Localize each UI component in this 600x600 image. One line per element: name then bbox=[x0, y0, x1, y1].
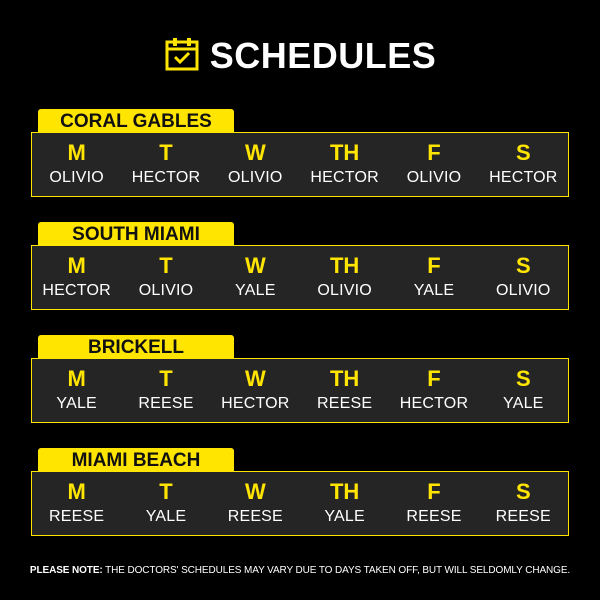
doctor-name: OLIVIO bbox=[317, 282, 372, 299]
day-cell bbox=[389, 133, 478, 196]
day-label: T bbox=[159, 253, 173, 278]
note-label: PLEASE NOTE: bbox=[29, 565, 103, 576]
day-label: W bbox=[244, 140, 266, 165]
day-cell bbox=[300, 246, 389, 309]
doctor-name: OLIVIO bbox=[406, 169, 462, 186]
day-cell bbox=[479, 472, 568, 535]
day-label: M bbox=[67, 140, 86, 165]
day-cell bbox=[479, 133, 568, 196]
schedule-row bbox=[31, 358, 569, 423]
doctor-name: OLIVIO bbox=[228, 169, 283, 186]
doctor-name: REESE bbox=[317, 395, 373, 412]
day-cell bbox=[121, 246, 210, 309]
doctor-name: HECTOR bbox=[221, 395, 290, 412]
day-label: F bbox=[427, 253, 441, 278]
day-label: F bbox=[427, 140, 441, 165]
doctor-name: OLIVIO bbox=[49, 169, 104, 186]
day-label: TH bbox=[329, 140, 360, 165]
day-cell bbox=[300, 359, 389, 422]
note-text: THE DOCTORS' SCHEDULES MAY VARY DUE TO DAYS TAKEN OFF, BUT WILL SELDOMLY CHANGE. bbox=[102, 565, 571, 576]
day-label: M bbox=[67, 366, 86, 391]
day-cell bbox=[211, 472, 300, 535]
day-cell bbox=[121, 133, 210, 196]
day-label: TH bbox=[329, 366, 360, 391]
location-name: CORAL GABLES bbox=[38, 109, 234, 133]
day-label: F bbox=[427, 479, 441, 504]
day-cell bbox=[300, 472, 389, 535]
day-cell bbox=[211, 246, 300, 309]
doctor-name: REESE bbox=[227, 508, 283, 525]
day-cell bbox=[479, 359, 568, 422]
day-cell bbox=[389, 472, 478, 535]
day-label: S bbox=[515, 253, 531, 278]
day-cell bbox=[479, 246, 568, 309]
day-label: TH bbox=[329, 479, 360, 504]
doctor-name: HECTOR bbox=[131, 169, 201, 186]
day-label: T bbox=[159, 366, 173, 391]
day-label: W bbox=[244, 366, 266, 391]
day-cell bbox=[300, 133, 389, 196]
page-title: SCHEDULES bbox=[209, 35, 437, 76]
day-label: W bbox=[244, 479, 266, 504]
doctor-name: HECTOR bbox=[399, 395, 469, 412]
schedule-row bbox=[31, 132, 569, 197]
day-label: T bbox=[159, 479, 173, 504]
day-cell bbox=[121, 359, 210, 422]
day-label: TH bbox=[329, 253, 360, 278]
day-cell bbox=[32, 472, 121, 535]
day-cell bbox=[389, 359, 478, 422]
doctor-name: YALE bbox=[235, 282, 276, 299]
schedule-row bbox=[31, 471, 569, 536]
day-label: M bbox=[67, 253, 86, 278]
doctor-name: OLIVIO bbox=[138, 282, 194, 299]
doctor-name: OLIVIO bbox=[496, 282, 551, 299]
doctor-name: YALE bbox=[145, 508, 187, 525]
day-label: W bbox=[244, 253, 266, 278]
doctor-name: REESE bbox=[495, 508, 551, 525]
header bbox=[0, 36, 600, 76]
schedule-row bbox=[31, 245, 569, 310]
location-name: MIAMI BEACH bbox=[38, 448, 234, 472]
day-label: M bbox=[67, 479, 86, 504]
doctor-name: YALE bbox=[324, 508, 365, 525]
day-label: T bbox=[159, 140, 173, 165]
calendar-check-icon bbox=[164, 36, 200, 77]
doctor-name: YALE bbox=[413, 282, 455, 299]
footer-note bbox=[0, 565, 600, 576]
day-cell bbox=[121, 472, 210, 535]
day-label: S bbox=[515, 366, 531, 391]
doctor-name: HECTOR bbox=[310, 169, 379, 186]
doctor-name: REESE bbox=[406, 508, 462, 525]
doctor-name: HECTOR bbox=[42, 282, 111, 299]
day-label: F bbox=[427, 366, 441, 391]
day-cell bbox=[32, 359, 121, 422]
day-label: S bbox=[515, 479, 531, 504]
doctor-name: REESE bbox=[49, 508, 105, 525]
day-cell bbox=[389, 246, 478, 309]
doctor-name: YALE bbox=[503, 395, 544, 412]
doctor-name: REESE bbox=[138, 395, 194, 412]
day-cell bbox=[32, 133, 121, 196]
location-name: BRICKELL bbox=[38, 335, 234, 359]
day-label: S bbox=[515, 140, 531, 165]
doctor-name: YALE bbox=[56, 395, 97, 412]
day-cell bbox=[32, 246, 121, 309]
day-cell bbox=[211, 133, 300, 196]
location-name: SOUTH MIAMI bbox=[38, 222, 234, 246]
doctor-name: HECTOR bbox=[489, 169, 558, 186]
day-cell bbox=[211, 359, 300, 422]
